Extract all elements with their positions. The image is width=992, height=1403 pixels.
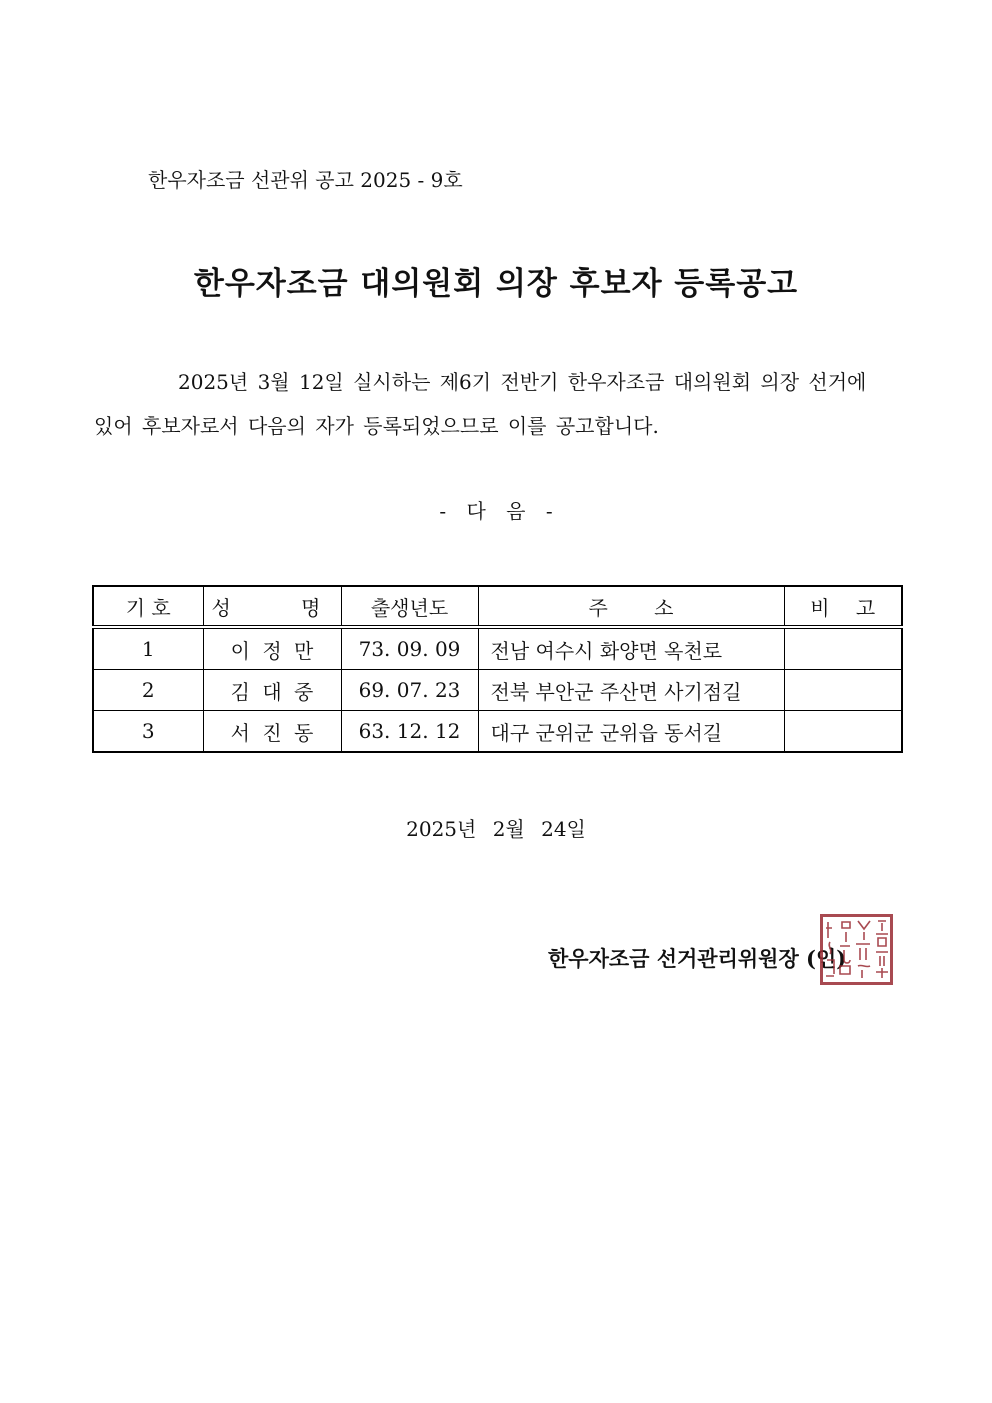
candidate-table <box>92 585 903 753</box>
issue-date: 2025년 2월 24일 <box>406 817 586 841</box>
table-row <box>93 627 902 670</box>
cell-birth: 69. 07. 23 <box>341 670 478 711</box>
cell-note <box>784 711 902 753</box>
following-heading: - 다 음 - <box>439 499 553 523</box>
table-row <box>93 711 902 753</box>
cell-address: 전남 여수시 화양면 옥천로 <box>478 627 784 670</box>
table-row <box>93 670 902 711</box>
cell-birth: 63. 12. 12 <box>341 711 478 753</box>
body-text-line-1: 2025년 3월 12일 실시하는 제6기 전반기 한우자조금 대의원회 의장 선거에 <box>178 370 867 394</box>
header-note: 비 고 <box>784 586 902 627</box>
cell-name: 김 대 중 <box>203 670 341 711</box>
cell-note <box>784 670 902 711</box>
cell-name: 서 진 동 <box>203 711 341 753</box>
header-number: 기 호 <box>93 586 203 627</box>
header-name: 성 명 <box>203 586 341 627</box>
cell-number: 1 <box>93 627 203 670</box>
header-address: 주 소 <box>478 586 784 627</box>
header-birth-year: 출생년도 <box>341 586 478 627</box>
notice-number: 한우자조금 선관위 공고 2025 - 9호 <box>148 168 463 192</box>
signature-line: 한우자조금 선거관리위원장 (인) <box>548 946 847 971</box>
cell-note <box>784 627 902 670</box>
cell-name: 이 정 만 <box>203 627 341 670</box>
cell-birth: 73. 09. 09 <box>341 627 478 670</box>
official-seal <box>820 914 893 985</box>
cell-number: 3 <box>93 711 203 753</box>
cell-address: 대구 군위군 군위읍 동서길 <box>478 711 784 753</box>
body-text-line-2: 있어 후보자로서 다음의 자가 등록되었으므로 이를 공고합니다. <box>94 414 659 438</box>
table-header-row <box>93 586 902 627</box>
cell-address: 전북 부안군 주산면 사기점길 <box>478 670 784 711</box>
document-title: 한우자조금 대의원회 의장 후보자 등록공고 <box>193 266 799 302</box>
cell-number: 2 <box>93 670 203 711</box>
